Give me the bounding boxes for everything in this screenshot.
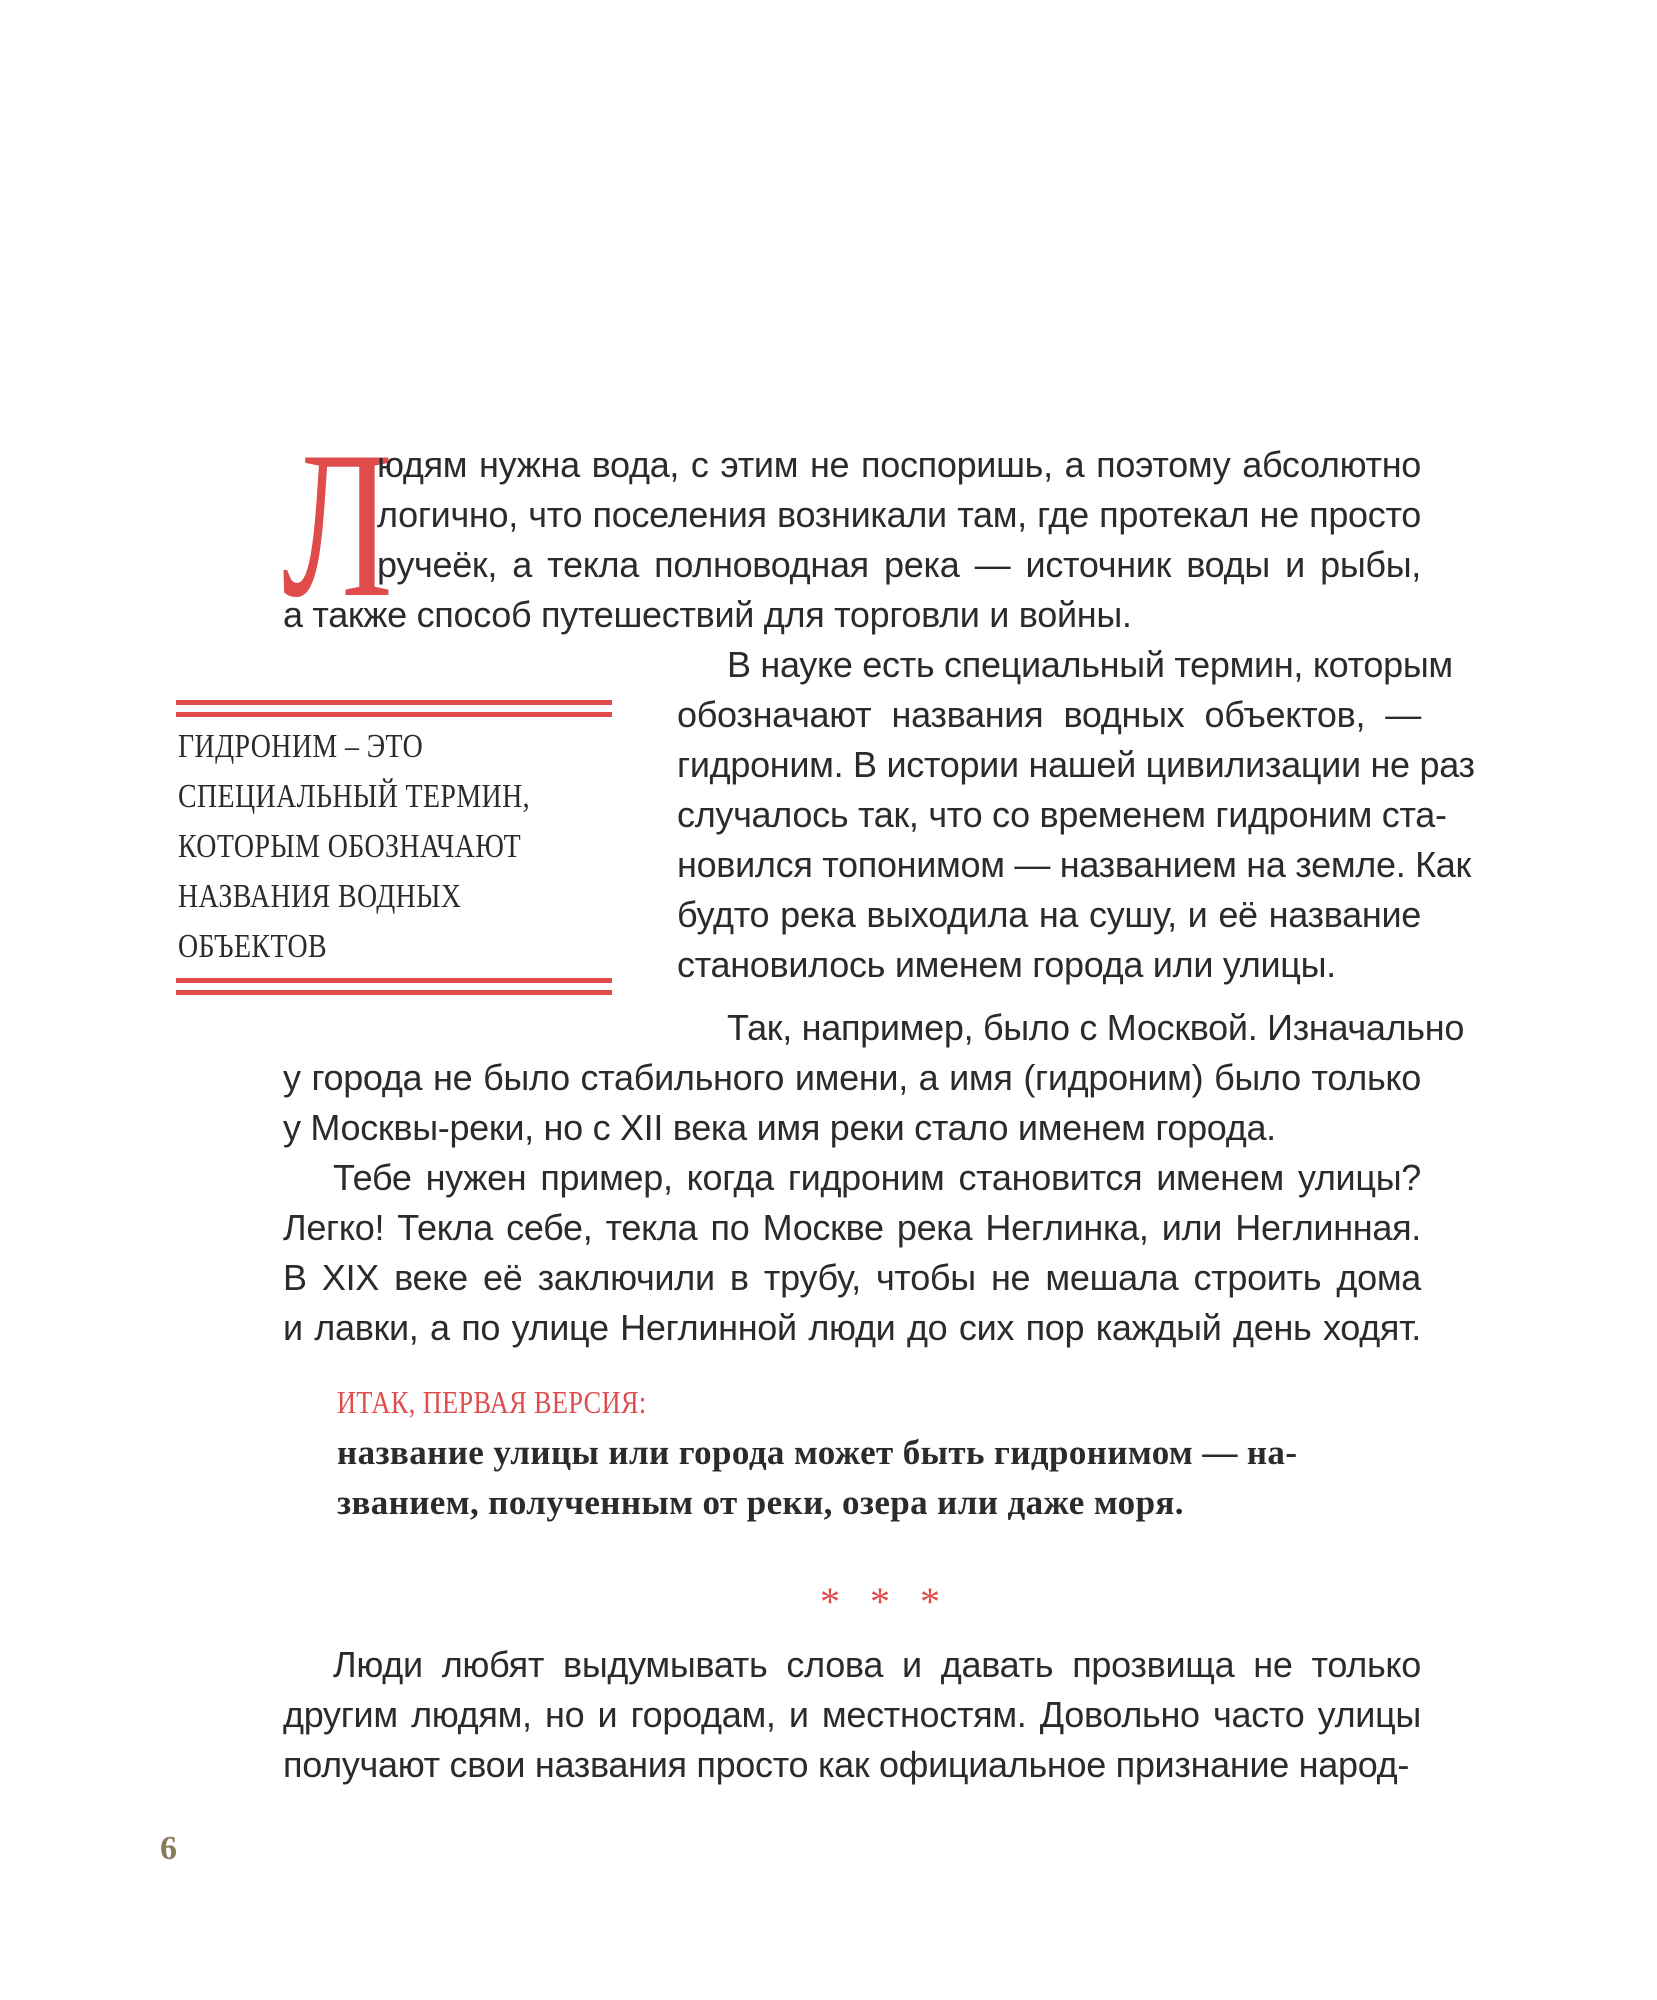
- paragraph-2-line: обозначают названия водных объектов, —: [677, 694, 1421, 735]
- sidebar-line: СПЕЦИАЛЬНЫЙ ТЕРМИН,: [178, 778, 531, 815]
- drop-cap: Л: [282, 409, 394, 641]
- paragraph-4-line: Тебе нужен пример, когда гидроним становится именем улицы?: [333, 1157, 1421, 1198]
- sidebar-bottom-rule: [176, 990, 612, 995]
- paragraph-4-line: В XIX веке её заключили в трубу, чтобы не мешала строить дома: [283, 1257, 1421, 1298]
- sidebar-line: ГИДРОНИМ – ЭТО: [178, 728, 424, 765]
- paragraph-4-line: и лавки, а по улице Неглинной люди до сих пор каждый день ходят.: [283, 1307, 1421, 1348]
- conclusion-line: название улицы или города может быть гидронимом — на-: [337, 1433, 1298, 1472]
- page-number: 6: [160, 1830, 177, 1867]
- paragraph-1-line: ручеёк, а текла полноводная река — источник воды и рыбы,: [377, 544, 1421, 585]
- paragraph-2-line: будто река выходила на сушу, и её название: [677, 894, 1421, 935]
- paragraph-1-line: а также способ путешествий для торговли и войны.: [283, 594, 1132, 635]
- sidebar-bottom-rule: [176, 978, 612, 983]
- sidebar-line: КОТОРЫМ ОБОЗНАЧАЮТ: [178, 828, 522, 865]
- paragraph-5-line: Люди любят выдумывать слова и давать прозвища не только: [333, 1644, 1421, 1685]
- paragraph-3-line: у города не было стабильного имени, а имя (гидроним) было только: [283, 1057, 1421, 1098]
- sidebar-line: НАЗВАНИЯ ВОДНЫХ: [178, 878, 462, 915]
- paragraph-1-line: юдям нужна вода, с этим не поспоришь, а поэтому абсолютно: [377, 444, 1421, 485]
- sidebar-top-rule: [176, 712, 612, 717]
- paragraph-2-line: гидроним. В истории нашей цивилизации не раз: [677, 744, 1475, 785]
- paragraph-3-line: Так, например, было с Москвой. Изначально: [727, 1007, 1465, 1048]
- paragraph-2-line: новился топонимом — названием на земле. Как: [677, 844, 1471, 885]
- paragraph-2-line: случалось так, что со временем гидроним ста-: [677, 794, 1447, 835]
- sidebar-top-rule: [176, 700, 612, 705]
- paragraph-5-line: другим людям, но и городам, и местностям. Довольно часто улицы: [283, 1694, 1421, 1735]
- paragraph-2-line: становилось именем города или улицы.: [677, 944, 1336, 985]
- paragraph-1-line: логично, что поселения возникали там, где протекал не просто: [377, 494, 1421, 535]
- conclusion-line: званием, полученным от реки, озера или даже моря.: [337, 1483, 1184, 1522]
- paragraph-2-line: В науке есть специальный термин, которым: [727, 644, 1453, 685]
- conclusion-label: ИТАК, ПЕРВАЯ ВЕРСИЯ:: [337, 1384, 647, 1420]
- paragraph-3-line: у Москвы-реки, но с XII века имя реки стало именем города.: [283, 1107, 1276, 1148]
- paragraph-5-line: получают свои названия просто как официальное признание народ-: [283, 1744, 1410, 1785]
- section-separator: * * *: [820, 1579, 940, 1624]
- paragraph-4-line: Легко! Текла себе, текла по Москве река Неглинка, или Неглинная.: [283, 1207, 1421, 1248]
- sidebar-line: ОБЪЕКТОВ: [178, 928, 328, 965]
